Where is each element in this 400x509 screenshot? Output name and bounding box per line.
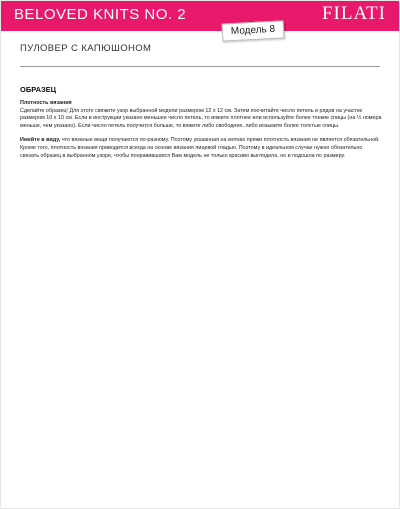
brand-logo: FILATI	[321, 3, 386, 24]
magazine-title: BELOVED KNITS NO. 2	[14, 6, 187, 23]
section-content	[20, 100, 382, 160]
section-heading: ОБРАЗЕЦ	[20, 85, 57, 94]
paragraph-note-lead: Имейте в виду,	[20, 137, 61, 144]
model-badge: Модель 8	[222, 20, 285, 41]
divider	[20, 66, 380, 67]
paragraph-note-body: что вязаные вещи получаются по-разному. Поэтому указанная на мотках пряжи плотность вязания не является обязательной. Кроме того, плотность вязания приводится всегда на основе вязания лицевой гладью. Поэтому в идеальном случае нужно обязательно связать образец в выбранном узоре, чтобы понравившаяся Вам модель не только красиво выглядела, но и подошла по размеру.	[20, 137, 380, 159]
paragraph-gauge: Сделайте образец! Для этого свяжите узор выбранной модели размером 12 х 12 см. Затем посчитайте число петель и рядов на участке размером 10 х 10 см. Если в инструкции указано меньшее число петель, то вяжите плотнее или используйте более тонкие спицы (на ½ номера меньше, чем указано). Если число петель получится больше, то вяжите либо свободнее, либо возьмите более толстые спицы.	[20, 107, 382, 129]
header-bar	[0, 0, 400, 31]
paragraph-note	[20, 137, 382, 160]
subheading: Плотность вязания	[20, 100, 72, 106]
product-title: ПУЛОВЕР С КАПЮШОНОМ	[20, 43, 152, 54]
